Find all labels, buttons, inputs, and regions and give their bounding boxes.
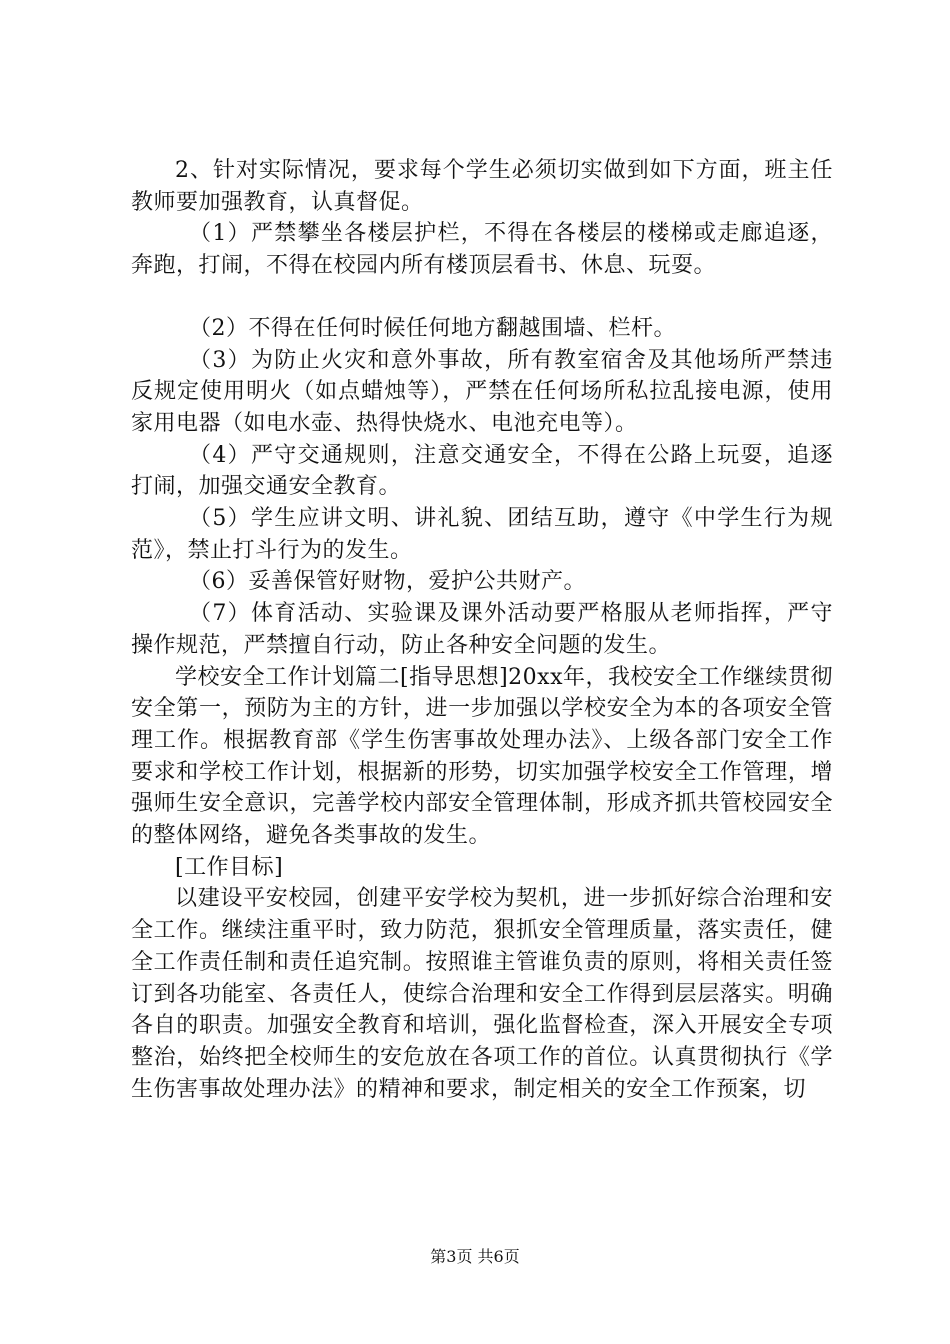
page-footer bbox=[0, 1244, 950, 1267]
paragraph-work-goals: 以建设平安校园，创建平安学校为契机，进一步抓好综合治理和安全工作。继续注重平时，致力防范，狠抓安全管理质量，落实责任，健全工作责任制和责任追究制。按照谁主管谁负责的原则，将相关责任签订到各功能室、各责任人，使综合治理和安全工作得到层层落实。明确各自的职责。加强安全教育和培训，强化监督检查，深入开展安全专项整治，始终把全校师生的安危放在各项工作的首位。认真贯彻执行《学生伤害事故处理办法》的精神和要求，制定相关的安全工作预案，切 bbox=[131, 886, 833, 1102]
paragraph-rule-4: （4）严守交通规则，注意交通安全，不得在公路上玩耍，追逐打闹，加强交通安全教育。 bbox=[131, 442, 833, 500]
paragraph-rule-7: （7）体育活动、实验课及课外活动要严格服从老师指挥，严守操作规范，严禁擅自行动，防止各种安全问题的发生。 bbox=[131, 601, 833, 658]
paragraph-rule-1: （1）严禁攀坐各楼层护栏，不得在各楼层的楼梯或走廊追逐，奔跑，打闹，不得在校园内所有楼顶层看书、休息、玩耍。 bbox=[131, 221, 833, 279]
heading-work-goals: [工作目标] bbox=[175, 854, 284, 880]
paragraph-rule-3: （3）为防止火灾和意外事故，所有教室宿舍及其他场所严禁违反规定使用明火（如点蜡烛等），严禁在任何场所私拉乱接电源，使用家用电器（如电水壶、热得快烧水、电池充电等）。 bbox=[131, 347, 833, 436]
paragraph-rule-6: （6）妥善保管好财物，爱护公共财产。 bbox=[189, 569, 586, 595]
document-body bbox=[131, 155, 833, 1105]
paragraph-guiding-thought: 学校安全工作计划篇二[指导思想]20xx年，我校安全工作继续贯彻安全第一，预防为主的方针，进一步加强以学校安全为本的各项安全管理工作。根据教育部《学生伤害事故处理办法》、上级各部门安全工作要求和学校工作计划，根据新的形势，切实加强学校安全工作管理，增强师生安全意识，完善学校内部安全管理体制，形成齐抓共管校园安全的整体网络，避免各类事故的发生。 bbox=[131, 664, 833, 849]
paragraph-rule-2: （2）不得在任何时候任何地方翻越围墙、栏杆。 bbox=[189, 315, 676, 341]
paragraph-rule-5: （5）学生应讲文明、讲礼貌、团结互助，遵守《中学生行为规范》，禁止打斗行为的发生。 bbox=[131, 506, 833, 563]
paragraph-requirements-intro: 2、针对实际情况，要求每个学生必须切实做到如下方面，班主任教师要加强教育，认真督促。 bbox=[131, 158, 833, 215]
page-number: 第3页 共6页 bbox=[430, 1247, 520, 1266]
